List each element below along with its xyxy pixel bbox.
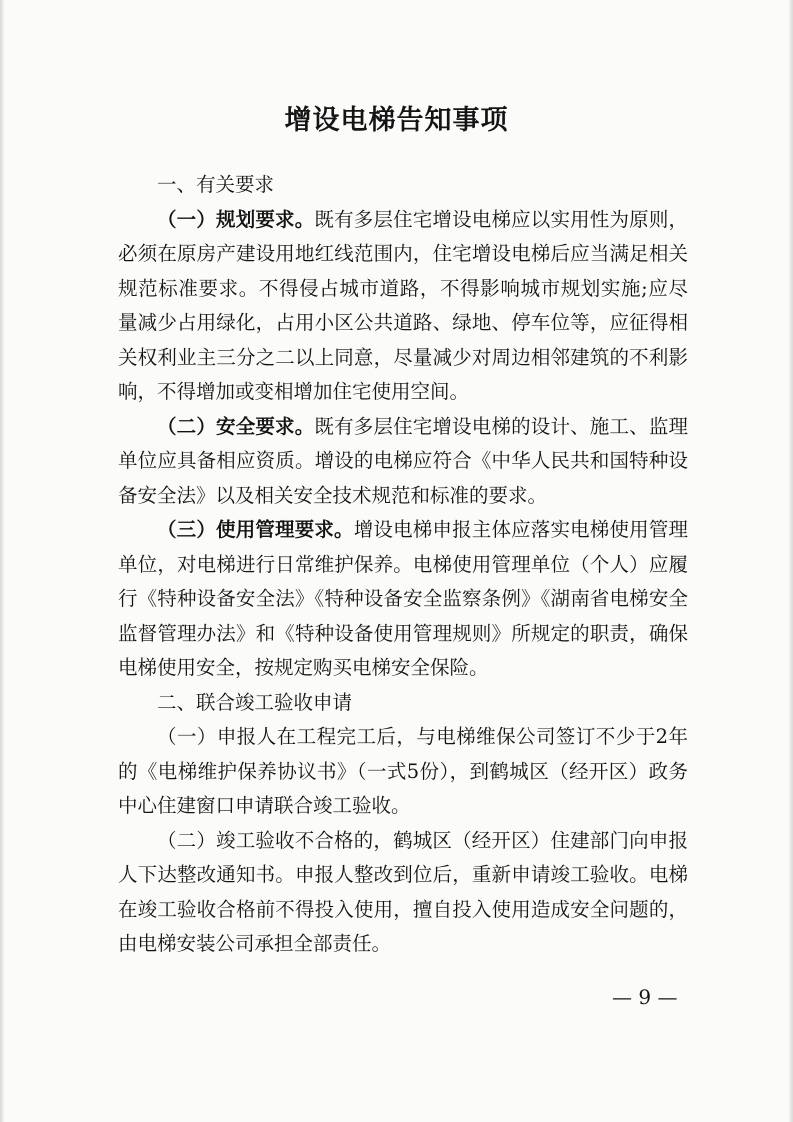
- paragraph-text: （二）竣工验收不合格的，鹤城区（经开区）住建部门向申报人下达整改通知书。申报人整改到位后，重新申请竣工验收。电梯在竣工验收合格前不得投入使用，擅自投入使用造成安全问题的，由电梯安装公司承担全部责任。: [118, 828, 688, 955]
- paragraph-text: 增设电梯申报主体应落实电梯使用管理单位，对电梯进行日常维护保养。电梯使用管理单位（个人）应履行《特种设备安全法》《特种设备安全监察条例》《湖南省电梯安全监督管理办法》和《特种设备使用管理规则》所规定的职责，确保电梯使用安全，按规定购买电梯安全保险。: [118, 518, 688, 679]
- paragraph-application: [118, 720, 688, 824]
- section-heading: 一、有关要求: [157, 173, 275, 196]
- page-number: — 9 —: [612, 985, 678, 1009]
- paragraph-text: 既有多层住宅增设电梯应以实用性为原则，必须在原房产建设用地红线范围内，住宅增设电梯后应当满足相关规范标准要求。不得侵占城市道路，不得影响城市规划实施;应尽量减少占用绿化，占用小区公共道路、绿地、停车位等，应征得相关权利业主三分之二以上同意，尽量减少对周边相邻建筑的不利影响，不得增加或变相增加住宅使用空间。: [118, 207, 688, 403]
- paragraph-lead: （三）使用管理要求。: [157, 518, 354, 541]
- paragraph-text: （一）申报人在工程完工后，与电梯维保公司签订不少于2年的《电梯维护保养协议书》（一式5份），到鹤城区（经开区）政务中心住建窗口申请联合竣工验收。: [118, 725, 688, 817]
- document-title: 增设电梯告知事项: [284, 105, 509, 136]
- paragraph-safety: [118, 410, 688, 514]
- paragraph-text: 既有多层住宅增设电梯的设计、施工、监理单位应具备相应资质。增设的电梯应符合《中华人民共和国特种设备安全法》以及相关安全技术规范和标准的要求。: [118, 414, 688, 507]
- paragraph-lead: （二）安全要求。: [157, 414, 315, 438]
- paragraph-management: [118, 513, 688, 686]
- section-heading: 二、联合竣工验收申请: [157, 690, 353, 714]
- scan-edge: [789, 0, 793, 1122]
- paragraph-rectification: [118, 824, 688, 962]
- paragraph-lead: （一）规划要求。: [157, 207, 315, 231]
- document-body: [118, 168, 688, 962]
- scan-edge: [0, 0, 4, 1122]
- paragraph-planning: [118, 203, 688, 410]
